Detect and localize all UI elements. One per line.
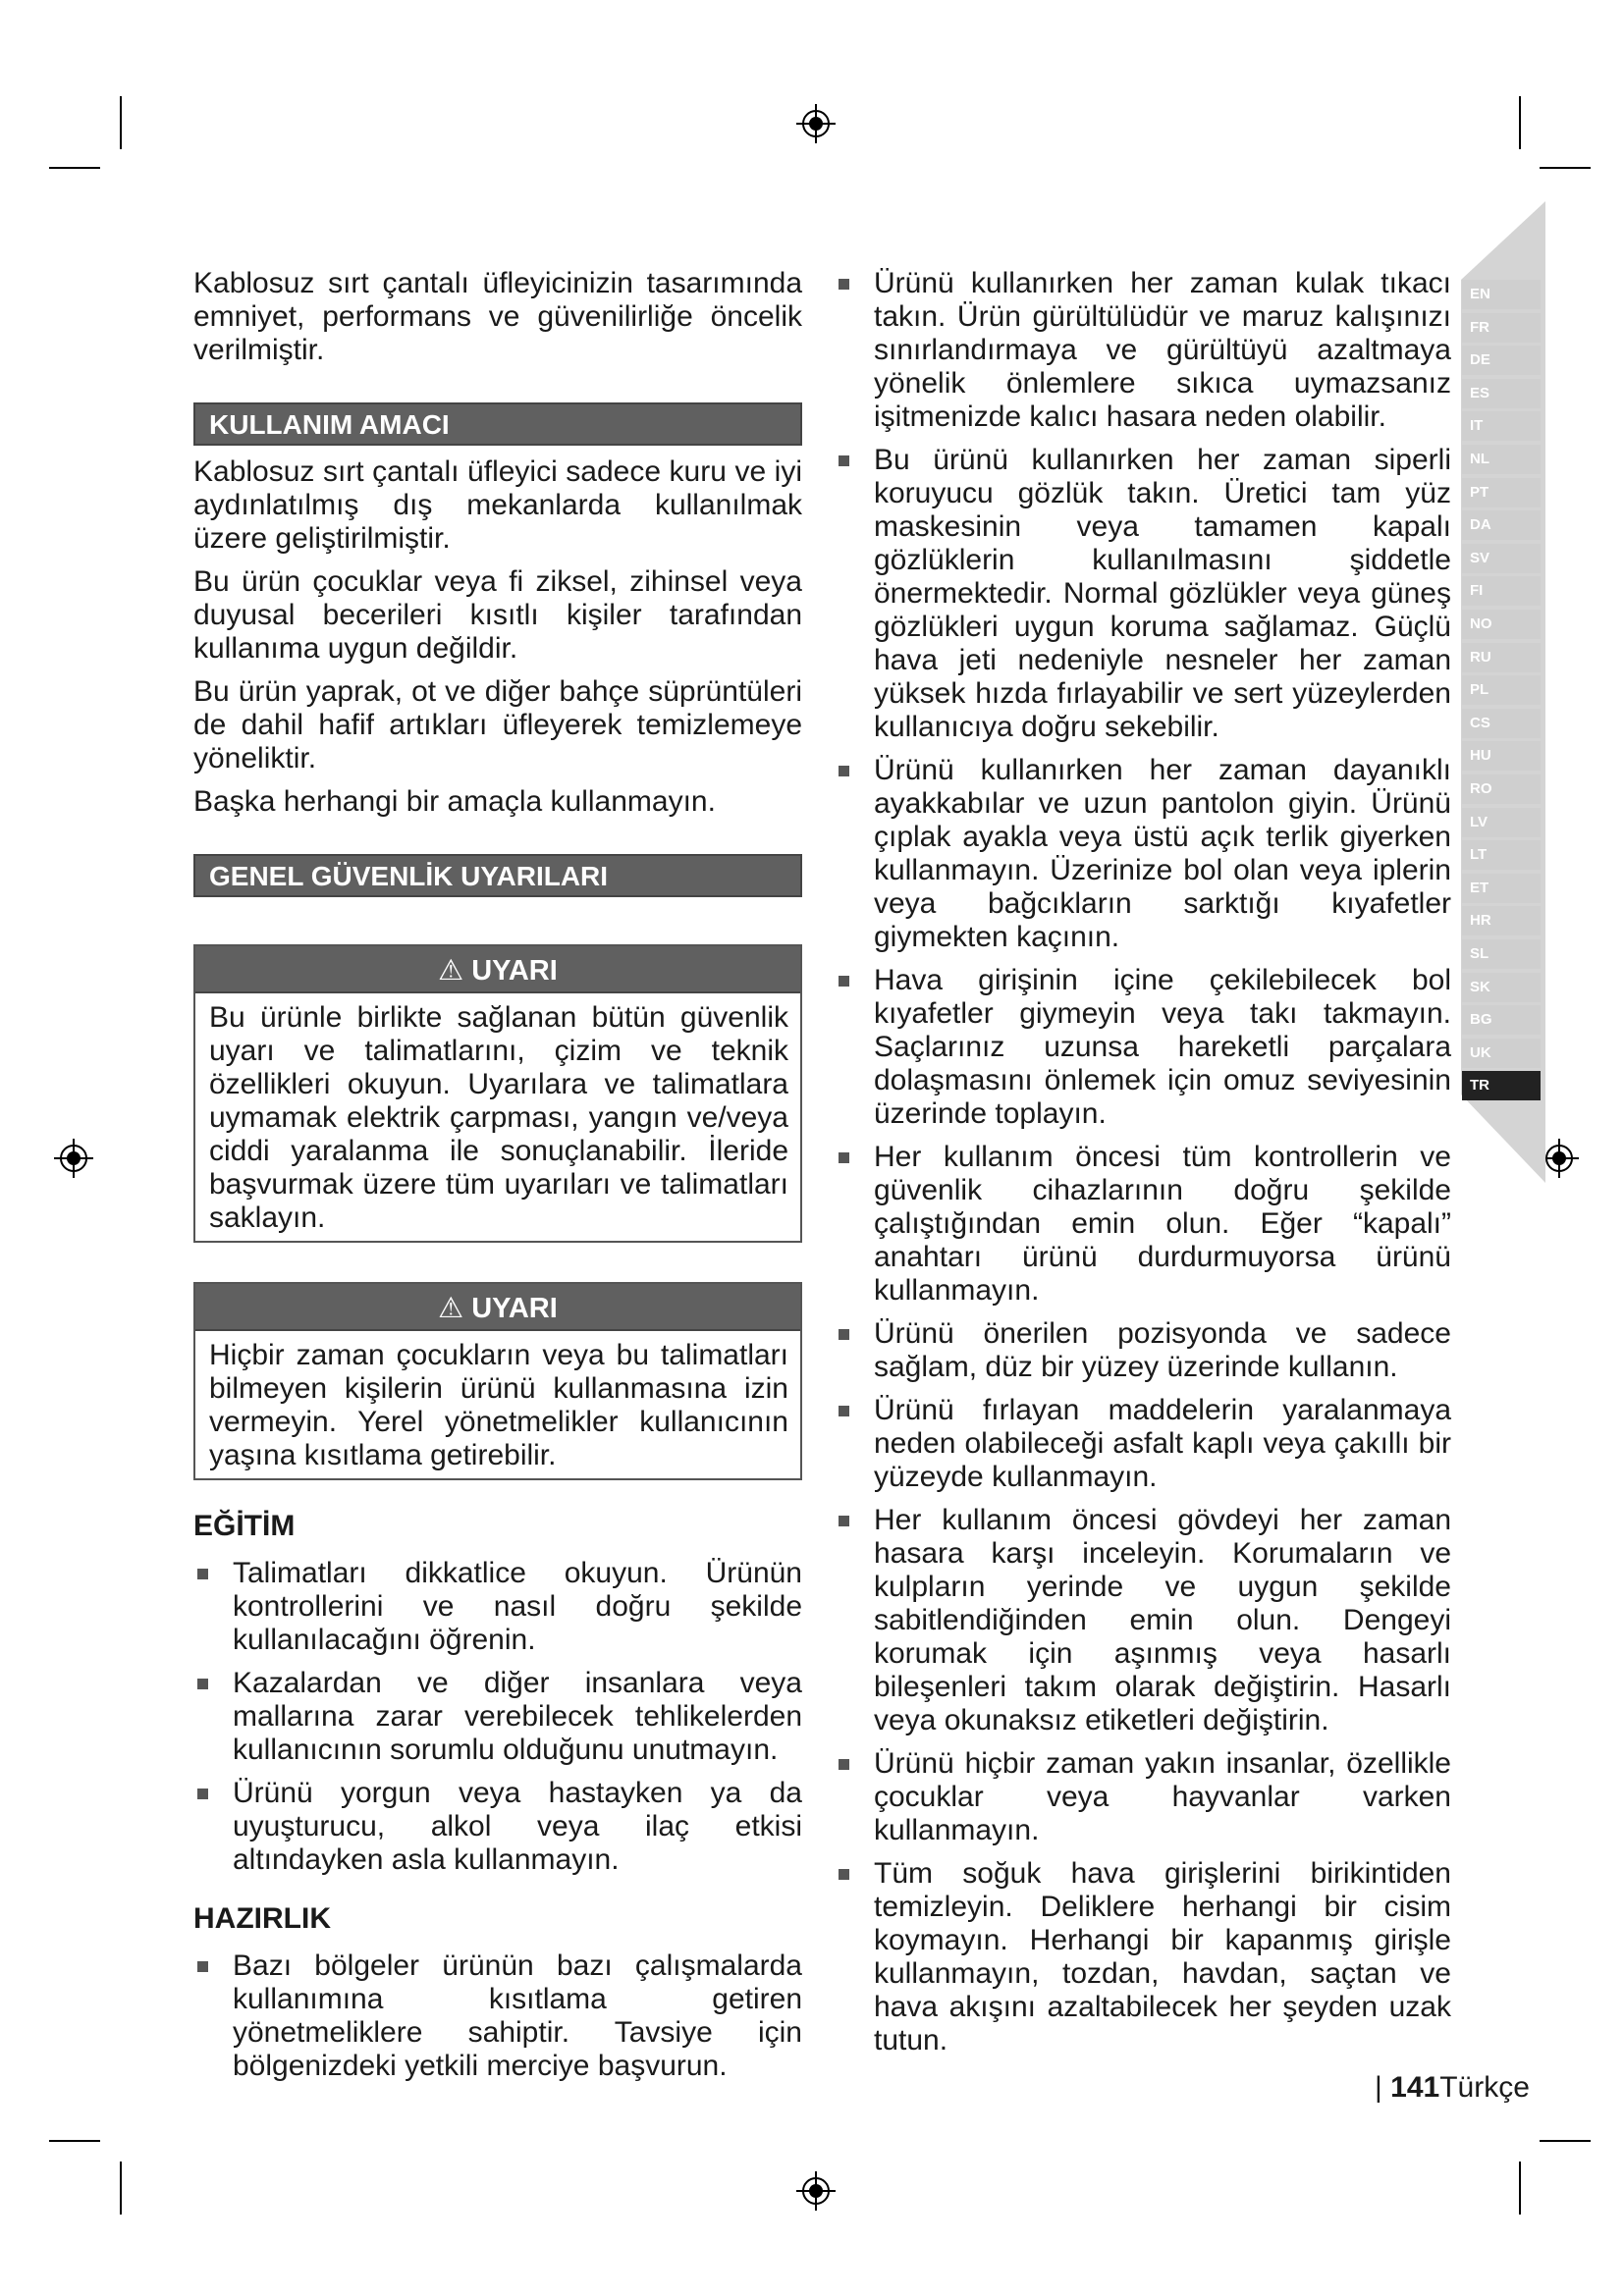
language-tab-pl[interactable]: PL [1462,675,1541,705]
crop-mark [1519,2162,1521,2215]
language-tab-it[interactable]: IT [1462,411,1541,441]
language-tab-hu[interactable]: HU [1462,741,1541,771]
bullet-square-icon [197,1789,208,1799]
list-item-text: Ürünü kullanırken her zaman kulak tıkacı takın. Ürün gürültülüdür ve maruz kalışınızı sınırlandırmaya ve gürültüyü azaltmaya yönelik önlemlere sıkıca uymazsanız işitmenizde kalıcı hasara neden olabilir. [874,267,1451,433]
registration-mark-icon [796,104,836,143]
crop-mark [49,167,100,169]
crop-mark [120,96,122,149]
list-item [835,1394,1451,1494]
language-tab-lt[interactable]: LT [1462,840,1541,870]
crop-mark [1519,96,1521,149]
bullet-square-icon [197,1961,208,1972]
registration-mark-icon [796,2171,836,2211]
language-tab-no[interactable]: NO [1462,610,1541,639]
page-footer [1375,2071,1530,2105]
list-item-text: Tüm soğuk hava girişlerini birikintiden temizleyin. Deliklere herhangi bir cisim koymayın. Herhangi bir kapanmış girişle kullanmayın, tozdan, havdan, saçtan ve hava akışını azaltabilecek her şeyden uzak tutun. [874,1857,1451,2056]
list-item [193,1777,802,1877]
bullet-square-icon [839,455,849,466]
usage-paragraph: Kablosuz sırt çantalı üfleyici sadece kuru ve iyi aydınlatılmış dış mekanlarda kullanılmak üzere geliştirilmiştir. [193,455,802,555]
language-tab-pt[interactable]: PT [1462,478,1541,507]
safety-list [835,267,1451,2057]
list-item-text: Ürünü kullanırken her zaman dayanıklı ayakkabılar ve uzun pantolon giyin. Ürünü çıplak ayakla veya üstü açık terlik giyerken kullanmayın. Üzerinize bol olan veya iplerin veya bağcıkların sarktığı kıyafetler giymekten kaçının. [874,754,1451,953]
usage-paragraph: Bu ürün yaprak, ot ve diğer bahçe süprüntüleri de dahil hafif artıkları üfleyerek temizlemeye yöneliktir. [193,675,802,774]
language-tab-de[interactable]: DE [1462,346,1541,375]
language-tab-tr[interactable]: TR [1462,1071,1541,1100]
crop-mark [120,2162,122,2215]
footer-separator: | [1375,2071,1382,2104]
list-item [835,1504,1451,1737]
list-item [835,1857,1451,2057]
language-tab-sl[interactable]: SL [1462,939,1541,969]
language-tab-da[interactable]: DA [1462,510,1541,540]
list-item [835,267,1451,434]
language-tab-nl[interactable]: NL [1462,445,1541,474]
bullet-square-icon [839,1406,849,1416]
list-item [835,1747,1451,1847]
registration-mark-icon [54,1139,93,1178]
list-item-text: Kazalardan ve diğer insanlara veya mallarına zarar verebilecek tehlikelerden kullanıcının sorumlu olduğunu unutmayın. [233,1667,802,1766]
list-item-text: Her kullanım öncesi gövdeyi her zaman hasara karşı inceleyin. Korumaların ve kulpların yerinde ve uygun şekilde sabitlendiğinden emin olun. Dengeyi korumak için aşınmış veya hasarlı bileşenleri takım olarak değiştirin. Hasarlı veya okunaksız etiketleri değiştirin. [874,1504,1451,1736]
registration-mark-icon [1540,1139,1579,1178]
list-item [835,964,1451,1131]
list-item-text: Her kullanım öncesi tüm kontrollerin ve güvenlik cihazlarının doğru şekilde çalıştığından emin olun. Eğer “kapalı” anahtarı ürünü durdurmuyorsa ürünü kullanmayın. [874,1141,1451,1307]
list-item [835,1317,1451,1384]
list-item-text: Ürünü yorgun veya hastayken ya da uyuşturucu, alkol veya ilaç etkisi altındayken asla kullanmayın. [233,1777,802,1876]
warning-triangle-icon: ⚠︎ [438,1293,464,1324]
bullet-square-icon [839,279,849,290]
usage-section-title: KULLANIM AMACI [193,402,802,446]
list-item-text: Talimatları dikkatlice okuyun. Ürünün kontrollerini ve nasıl doğru şekilde kullanılacağını öğrenin. [233,1557,802,1656]
language-tab-et[interactable]: ET [1462,874,1541,903]
language-tab-cs[interactable]: CS [1462,709,1541,738]
bullet-square-icon [839,1329,849,1340]
right-column [835,267,1451,2067]
list-item [835,754,1451,954]
language-tab-sk[interactable]: SK [1462,973,1541,1002]
language-tab-es[interactable]: ES [1462,379,1541,408]
warning-text: Hiçbir zaman çocukların veya bu talimatları bilmeyen kişilerin ürünü kullanmasına izin vermeyin. Yerel yönetmelikler kullanıcının yaşına kısıtlama getirebilir. [209,1339,788,1471]
bullet-square-icon [197,1679,208,1689]
list-item-text: Hava girişinin içine çekilebilecek bol kıyafetler giymeyin veya takı takmayın. Saçlarınız uzunsa hareketli parçalara dolaşmasını önlemek için omuz seviyesinin üzerinde toplayın. [874,964,1451,1130]
warning-box [193,1282,802,1480]
footer-language: Türkçe [1439,2071,1530,2104]
language-tab-lv[interactable]: LV [1462,808,1541,837]
language-tab-ru[interactable]: RU [1462,643,1541,672]
preparation-list [193,1949,802,2083]
warning-title: UYARI [471,1293,558,1324]
warning-box [193,944,802,1243]
bullet-square-icon [839,766,849,776]
list-item-text: Ürünü hiçbir zaman yakın insanlar, özellikle çocuklar veya hayvanlar varken kullanmayın. [874,1747,1451,1846]
preparation-title: HAZIRLIK [193,1902,331,1935]
language-tab-fi[interactable]: FI [1462,576,1541,606]
language-tab-bg[interactable]: BG [1462,1005,1541,1035]
warning-header [195,1284,800,1331]
intro-paragraph: Kablosuz sırt çantalı üfleyicinizin tasarımında emniyet, performans ve güvenilirliğe öncelik verilmiştir. [193,267,802,366]
list-item [193,1557,802,1657]
bullet-square-icon [839,1152,849,1163]
language-tab-en[interactable]: EN [1462,280,1541,309]
training-title: EĞİTİM [193,1510,296,1542]
list-item-text: Ürünü önerilen pozisyonda ve sadece sağlam, düz bir yüzey üzerinde kullanın. [874,1317,1451,1383]
warning-text: Bu ürünle birlikte sağlanan bütün güvenlik uyarı ve talimatlarını, çizim ve teknik özellikleri okuyun. Uyarılara ve talimatlara uymamak elektrik çarpması, yangın ve/veya ciddi yaralanma ile sonuçlanabilir. İleride başvurmak üzere tüm uyarıları ve talimatları saklayın. [209,1001,788,1234]
list-item [193,1949,802,2083]
page-number: 141 [1390,2071,1440,2104]
warning-header [195,946,800,993]
bullet-square-icon [839,976,849,987]
training-list [193,1557,802,1877]
list-item [835,1141,1451,1308]
usage-paragraph: Bu ürün çocuklar veya fi ziksel, zihinsel veya duyusal becerileri kısıtlı kişiler tarafından kullanıma uygun değildir. [193,565,802,665]
crop-mark [49,2140,100,2142]
language-tab-uk[interactable]: UK [1462,1039,1541,1068]
bullet-square-icon [197,1569,208,1579]
list-item [193,1667,802,1767]
bullet-square-icon [839,1759,849,1770]
left-column [193,267,802,2093]
language-tab-sv[interactable]: SV [1462,544,1541,573]
list-item-text: Ürünü fırlayan maddelerin yaralanmaya neden olabileceği asfalt kaplı veya çakıllı bir yüzeyde kullanmayın. [874,1394,1451,1493]
language-tab-ro[interactable]: RO [1462,774,1541,804]
usage-paragraph: Başka herhangi bir amaçla kullanmayın. [193,785,716,818]
warning-title: UYARI [471,955,558,987]
list-item-text: Bazı bölgeler ürünün bazı çalışmalarda kullanımına kısıtlama getiren yönetmeliklere sahiptir. Tavsiye için bölgenizdeki yetkili merciye başvurun. [233,1949,802,2082]
language-tab-fr[interactable]: FR [1462,313,1541,343]
language-tab-hr[interactable]: HR [1462,906,1541,935]
crop-mark [1540,2140,1591,2142]
crop-mark [1540,167,1591,169]
general-safety-title: GENEL GÜVENLİK UYARILARI [193,854,802,897]
list-item [835,444,1451,744]
bullet-square-icon [839,1869,849,1880]
warning-triangle-icon: ⚠︎ [438,955,464,987]
list-item-text: Bu ürünü kullanırken her zaman siperli koruyucu gözlük takın. Üretici tam yüz maskesinin veya tamamen kapalı gözlüklerin kullanılmasını şiddetle önermektedir. Normal gözlükler veya güneş gözlükleri uygun koruma sağlamaz. Güçlü hava jeti nedeniyle nesneler her zaman yüksek hızda fırlayabilir ve sert yüzeylerden kullanıcıya doğru sekebilir. [874,444,1451,743]
bullet-square-icon [839,1516,849,1526]
